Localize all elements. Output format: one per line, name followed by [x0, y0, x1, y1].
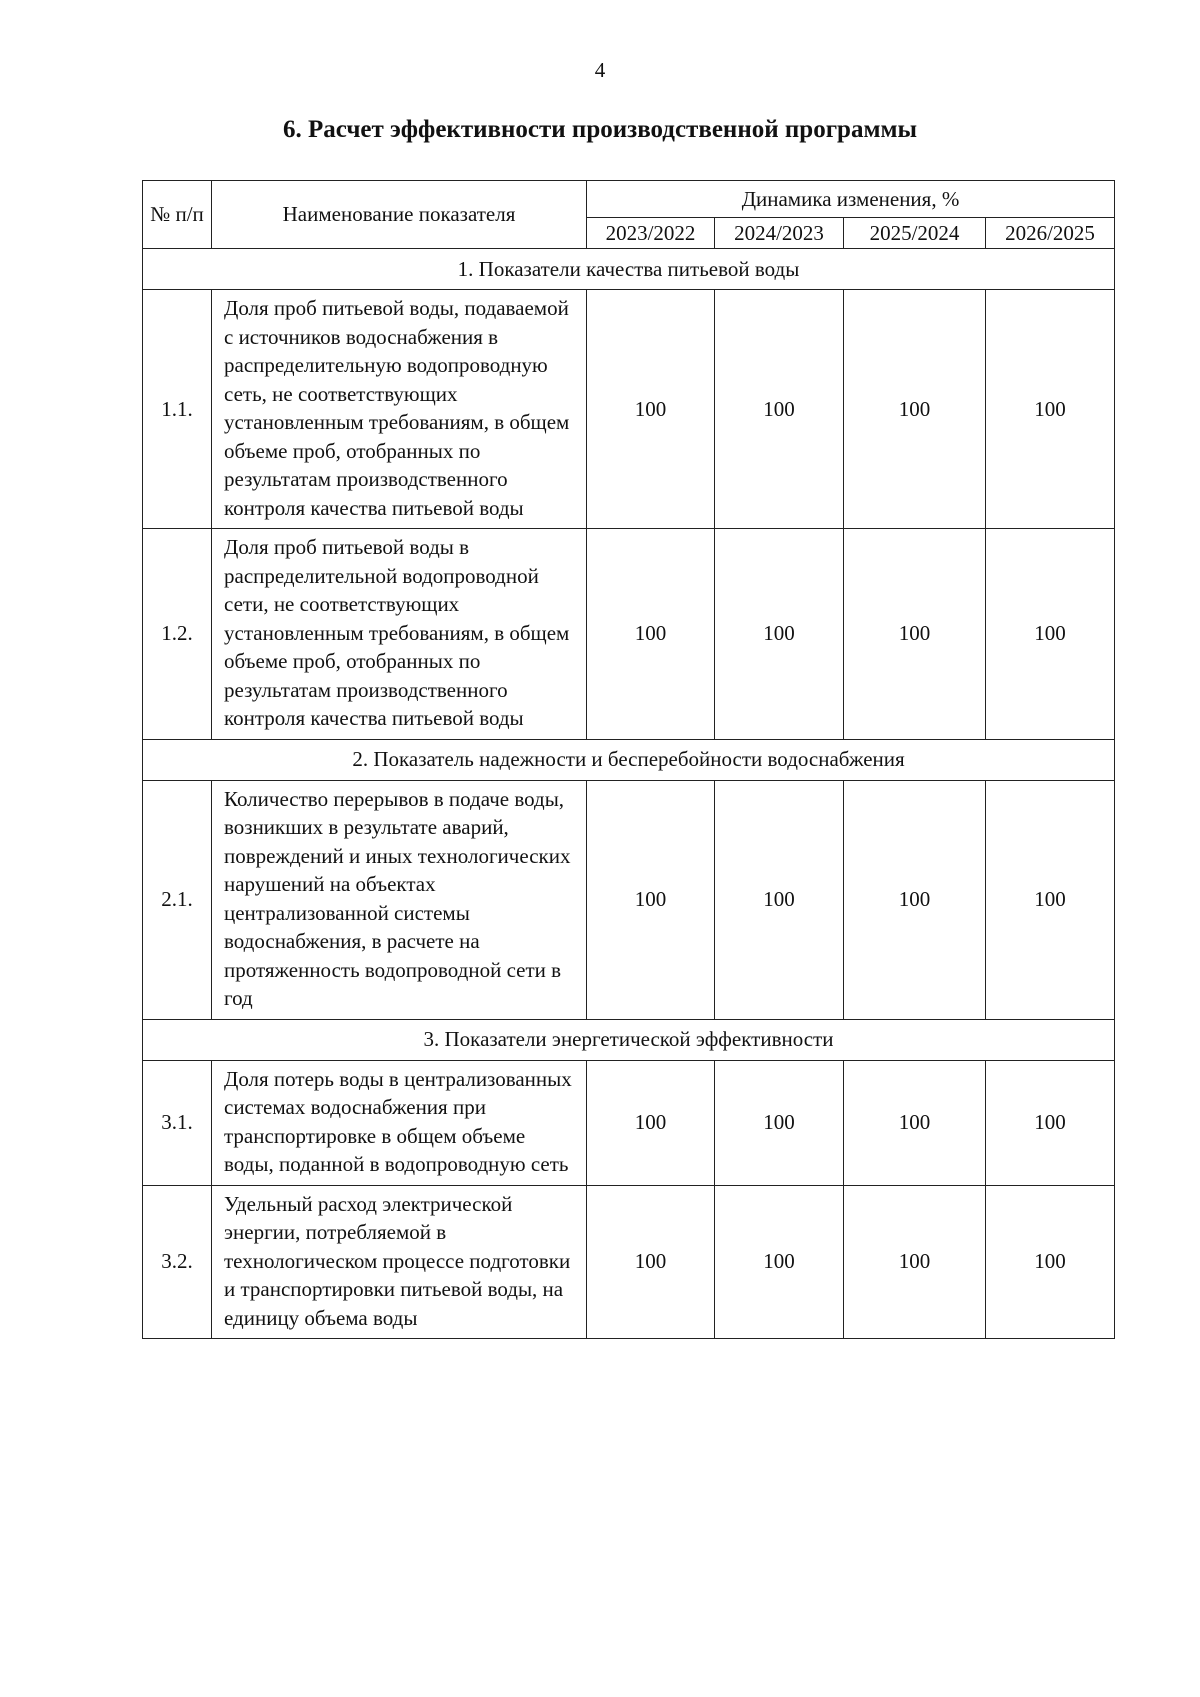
section-row	[143, 249, 1115, 290]
value-cell: 100	[844, 1185, 986, 1339]
header-indicator-name: Наименование показателя	[212, 181, 587, 249]
section-title: 2. Показатель надежности и бесперебойности водоснабжения	[143, 739, 1115, 780]
page-number: 4	[594, 58, 606, 82]
indicator-name: Количество перерывов в подаче воды, возникших в результате аварий, повреждений и иных технологических нарушений на объектах централизованной системы водоснабжения, в расчете на протяженность водопроводной сети в год	[212, 780, 587, 1019]
value-cell: 100	[844, 1060, 986, 1185]
value-cell: 100	[715, 1185, 844, 1339]
row-number: 2.1.	[143, 780, 212, 1019]
section-row	[143, 1019, 1115, 1060]
efficiency-table	[142, 180, 1115, 1339]
header-period: 2024/2023	[715, 218, 844, 249]
row-number: 3.1.	[143, 1060, 212, 1185]
header-period: 2023/2022	[587, 218, 715, 249]
section-title: 3. Показатели энергетической эффективности	[143, 1019, 1115, 1060]
indicator-name: Доля проб питьевой воды в распределительной водопроводной сети, не соответствующих установленным требованиям, в общем объеме проб, отобранных по результатам производственного контроля качества питьевой воды	[212, 529, 587, 740]
table-row	[143, 290, 1115, 529]
document-title: 6. Расчет эффективности производственной программы	[282, 116, 918, 143]
value-cell: 100	[587, 529, 715, 740]
header-dynamics: Динамика изменения, %	[587, 181, 1115, 218]
row-number: 1.2.	[143, 529, 212, 740]
value-cell: 100	[986, 529, 1115, 740]
row-number: 1.1.	[143, 290, 212, 529]
value-cell: 100	[844, 780, 986, 1019]
section-row	[143, 739, 1115, 780]
indicator-name: Удельный расход электрической энергии, потребляемой в технологическом процессе подготовки и транспортировки питьевой воды, на единицу объема воды	[212, 1185, 587, 1339]
value-cell: 100	[715, 529, 844, 740]
value-cell: 100	[986, 780, 1115, 1019]
value-cell: 100	[844, 529, 986, 740]
table-row	[143, 780, 1115, 1019]
row-number: 3.2.	[143, 1185, 212, 1339]
value-cell: 100	[587, 1185, 715, 1339]
indicator-name: Доля проб питьевой воды, подаваемой с источников водоснабжения в распределительную водопроводную сеть, не соответствующих установленным требованиям, в общем объеме проб, отобранных по результатам производственного контроля качества питьевой воды	[212, 290, 587, 529]
value-cell: 100	[986, 1060, 1115, 1185]
header-row	[143, 181, 1115, 218]
value-cell: 100	[844, 290, 986, 529]
table-row	[143, 1060, 1115, 1185]
indicator-name: Доля потерь воды в централизованных системах водоснабжения при транспортировке в общем объеме воды, поданной в водопроводную сеть	[212, 1060, 587, 1185]
section-title: 1. Показатели качества питьевой воды	[143, 249, 1115, 290]
value-cell: 100	[986, 290, 1115, 529]
value-cell: 100	[587, 1060, 715, 1185]
value-cell: 100	[715, 1060, 844, 1185]
table-row	[143, 1185, 1115, 1339]
table-row	[143, 529, 1115, 740]
header-number: № п/п	[143, 181, 212, 249]
value-cell: 100	[986, 1185, 1115, 1339]
value-cell: 100	[587, 780, 715, 1019]
value-cell: 100	[587, 290, 715, 529]
header-period: 2025/2024	[844, 218, 986, 249]
header-period: 2026/2025	[986, 218, 1115, 249]
value-cell: 100	[715, 780, 844, 1019]
value-cell: 100	[715, 290, 844, 529]
